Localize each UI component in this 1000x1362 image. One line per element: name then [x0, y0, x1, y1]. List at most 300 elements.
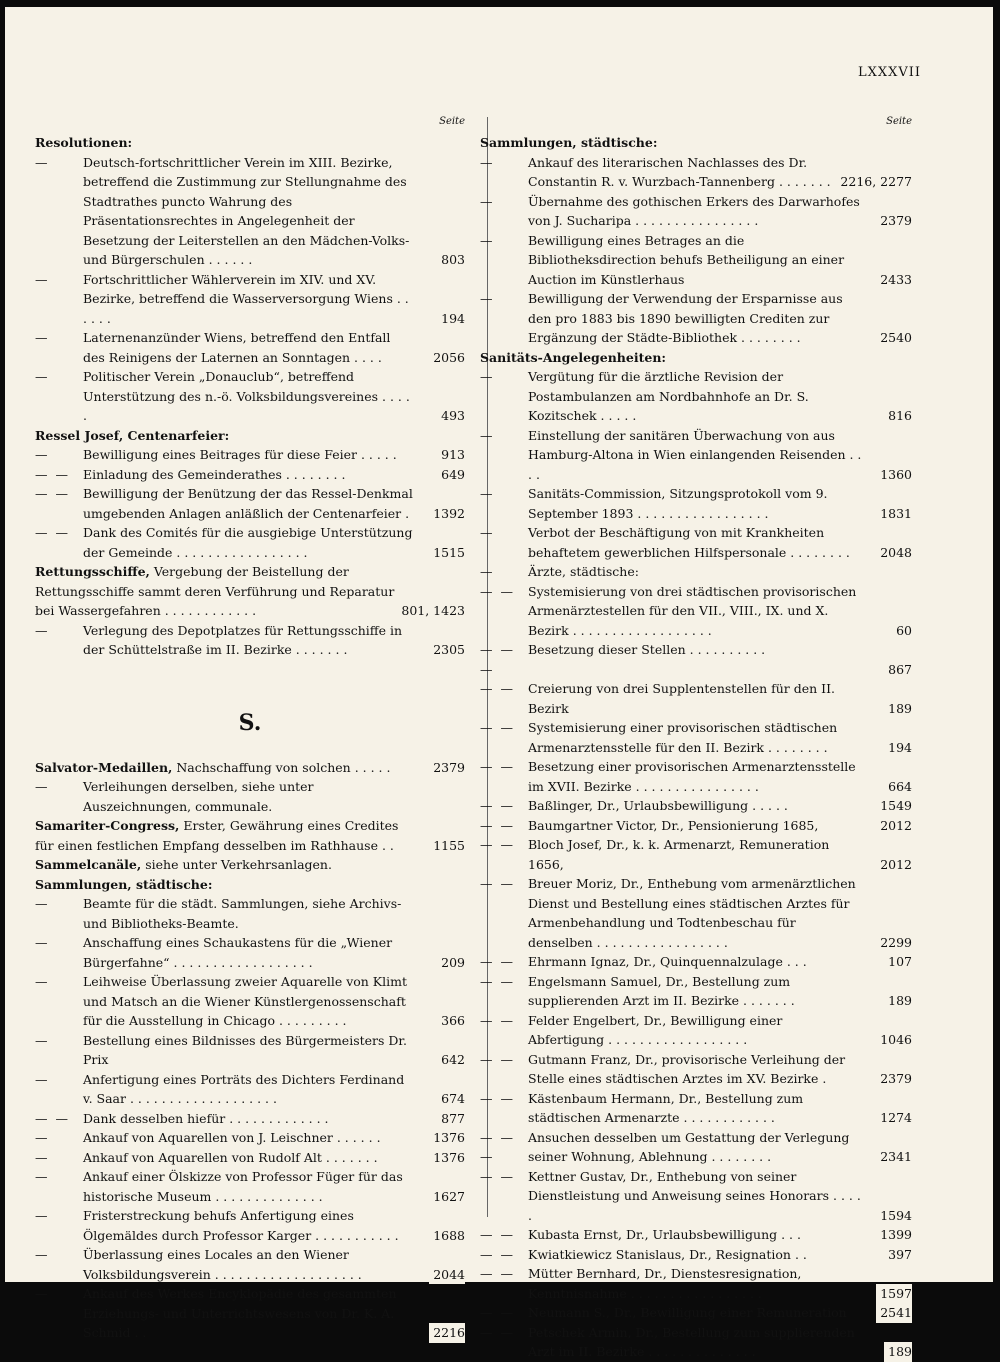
entry-text: Bloch Josef, Dr., k. k. Armenarzt, Remuneration 1656, — [528, 837, 830, 872]
entry-page: 1594 — [876, 1206, 912, 1226]
entry-dash: — — [35, 1208, 50, 1223]
entry-page: 2216 — [429, 1323, 465, 1343]
entry-body — [528, 1303, 912, 1323]
index-entry — [480, 1167, 912, 1226]
entry-row — [35, 1109, 465, 1129]
index-entry — [480, 289, 912, 348]
entry-row — [35, 1031, 465, 1070]
entry-page: 493 — [437, 406, 465, 426]
entry-body — [528, 484, 912, 523]
entry-body — [35, 855, 465, 875]
entry-body — [528, 1050, 912, 1089]
entry-body — [83, 894, 465, 933]
entry-text: Gutmann Franz, Dr., provisorische Verleihung der Stelle eines städtischen Arztes im XV. Bezirke . — [528, 1051, 846, 1086]
section-letter: S. — [238, 709, 262, 736]
index-entry — [35, 777, 465, 816]
entry-dash: — — [35, 154, 50, 170]
entry-body — [528, 816, 912, 836]
entry-page: 1831 — [876, 504, 912, 524]
entry-text: Dank des Comités für die ausgiebige Unterstützung der Gemeinde . . . . . . . . . . . . . . . . . — [83, 525, 413, 560]
seite-label-left: Seite — [439, 116, 465, 127]
entry-row — [480, 289, 912, 348]
entry-dash: — — — [480, 759, 515, 774]
entry-page: 2012 — [876, 816, 912, 836]
index-entry — [35, 562, 465, 621]
entry-dash: — — [480, 193, 495, 209]
entry-text: Bewilligung eines Beitrages für diese Feier . . . . . — [83, 447, 397, 462]
right-column — [480, 115, 912, 1362]
index-entry — [35, 816, 465, 855]
entry-text: Vergebung der Beistellung der Rettungsschiffe sammt deren Verführung und Reparatur bei Wassergefahren . . . . . . . . . . . . — [35, 564, 395, 618]
entry-page: 2012 — [876, 855, 912, 875]
entry-row — [35, 1284, 465, 1343]
entry-text: Ankauf einer Ölskizze von Professor Füger für das historische Museum . . . . . . . . . . . . . . — [83, 1169, 403, 1204]
entry-dash: — — [35, 1247, 50, 1262]
entry-body — [528, 1245, 912, 1265]
entry-dash: — — [35, 1149, 50, 1165]
index-entry — [480, 153, 912, 192]
entry-dash: — — [35, 1130, 50, 1145]
entry-body — [528, 289, 912, 348]
entry-dash: — — [35, 271, 50, 287]
index-entry — [35, 855, 465, 875]
entry-body — [83, 1070, 465, 1109]
entry-text: Fristerstreckung behufs Anfertigung eines Ölgemäldes durch Professor Karger . . . . . . . . . . . — [83, 1208, 399, 1243]
entry-dash: — — [35, 1032, 50, 1048]
entry-text: Mütter Bernhard, Dr., Dienstesresignation, Kenntnisnahme . . . . . . . . . . . . . . . . . — [528, 1266, 802, 1301]
entry-dash: — — [35, 369, 50, 384]
entry-body — [35, 816, 465, 855]
entry-page: 1274 — [876, 1108, 912, 1128]
entry-dash: — — — — [480, 1129, 515, 1164]
entry-text: Anschaffung eines Schaukastens für die „Wiener Bürgerfahne“ . . . . . . . . . . . . . . . . . . — [83, 935, 393, 970]
entry-row — [35, 855, 465, 875]
entry-text: Dank desselben hiefür . . . . . . . . . . . . . — [83, 1110, 329, 1126]
entry-dash: — — [35, 1071, 50, 1087]
entry-text: Bewilligung der Verwendung der Ersparnisse aus den pro 1883 bis 1890 bewilligten Crediten zur Ergänzung der Städte-Bibliothek . . . . . . . . — [528, 291, 843, 345]
entry-page: 2044 — [429, 1265, 465, 1285]
entry-dash: — — — [480, 1168, 515, 1184]
index-entry — [35, 1284, 465, 1343]
entry-text: Einladung des Gemeinderathes . . . . . . . . — [83, 466, 346, 482]
index-entry — [480, 679, 912, 718]
entry-body — [528, 1128, 912, 1167]
entry-body — [83, 445, 465, 465]
entry-row — [35, 523, 465, 562]
entry-text: Verbot der Beschäftigung von mit Krankheiten behaftetem gewerblichen Hilfspersonale . . . . . . . . — [528, 525, 850, 560]
entry-body — [528, 640, 912, 679]
entry-dash: — — [35, 935, 50, 950]
entry-text: Bewilligung der Benützung der das Ressel-Denkmal umgebenden Anlagen anläßlich der Centenarfeier . — [83, 486, 413, 521]
index-page — [5, 7, 993, 1359]
entry-row — [35, 894, 465, 933]
index-entry — [480, 816, 912, 836]
entry-dash: — — [35, 1286, 50, 1301]
entry-body — [83, 777, 465, 816]
entry-text: Überlassung eines Locales an den Wiener Volksbildungsverein . . . . . . . . . . . . . . . . . . . — [83, 1247, 362, 1282]
index-entry — [35, 1167, 465, 1206]
entry-text: Bewilligung eines Betrages an die Bibliotheksdirection behufs Betheiligung an einer Auction im Künstlerhaus — [528, 232, 845, 287]
entry-page: 816 — [884, 406, 912, 426]
entry-text: Engelsmann Samuel, Dr., Bestellung zum supplierenden Arzt im II. Bezirke . . . . . . . — [528, 973, 795, 1008]
entry-row — [480, 874, 912, 952]
entry-dash: — — — [35, 1110, 70, 1126]
index-entry — [480, 133, 912, 153]
entry-page: 867 — [884, 660, 912, 680]
entry-dash: — — — [480, 583, 515, 599]
entry-heading: Sammlungen, städtische: — [480, 135, 658, 150]
index-entry — [35, 1031, 465, 1070]
entry-text: Einstellung der sanitären Überwachung von aus Hamburg-Altona in Wien einlangenden Reisenden . . . . — [528, 427, 862, 482]
index-entry — [35, 894, 465, 933]
entry-dash: — — [480, 291, 495, 306]
entry-body — [83, 523, 465, 562]
index-entry — [480, 426, 912, 485]
entry-text: Baßlinger, Dr., Urlaubsbewilligung . . . . . — [528, 798, 788, 813]
entry-body — [528, 952, 912, 972]
entry-body — [83, 1128, 465, 1148]
entry-page: 1549 — [876, 796, 912, 816]
entry-row — [480, 426, 912, 485]
entry-row — [35, 445, 465, 465]
entry-row — [480, 1225, 912, 1245]
entry-text: Übernahme des gothischen Erkers des Darwarhofes von J. Sucharipa . . . . . . . . . . . . . . . . — [528, 193, 860, 228]
left-column — [35, 115, 465, 1343]
entry-text: Neumann S., Dr., Bewilligung einer Remuneration — [528, 1305, 847, 1320]
entry-body — [528, 972, 912, 1011]
entry-dash: — — — [480, 817, 515, 833]
entry-heading: Resolutionen: — [35, 135, 133, 150]
entry-row — [480, 367, 912, 426]
entry-page: 649 — [437, 465, 465, 485]
entry-body — [528, 796, 912, 816]
entry-page: 642 — [437, 1050, 465, 1070]
entry-page: 189 — [884, 1342, 912, 1362]
entry-row — [480, 153, 912, 192]
entry-dash: — — — [480, 1012, 515, 1028]
entry-page: 674 — [437, 1089, 465, 1109]
entry-row — [480, 1323, 912, 1362]
index-entry — [35, 465, 465, 485]
entry-text: Kubasta Ernst, Dr., Urlaubsbewilligung . . . — [528, 1227, 801, 1242]
index-entry — [35, 426, 465, 446]
entry-row — [35, 1167, 465, 1206]
entry-page: 1360 — [876, 465, 912, 485]
entry-row — [480, 757, 912, 796]
index-entry — [480, 640, 912, 679]
entry-body — [528, 1323, 912, 1362]
entry-dash: — — [35, 974, 50, 989]
entry-row — [35, 1148, 465, 1168]
entry-body — [528, 874, 912, 952]
entry-page: 1399 — [876, 1225, 912, 1245]
index-entry — [35, 523, 465, 562]
entry-body — [528, 1225, 912, 1245]
index-entry — [35, 328, 465, 367]
entry-body — [528, 835, 912, 874]
entry-page: 189 — [884, 699, 912, 719]
entry-dash: — — [35, 1169, 50, 1184]
entry-dash: — — — [35, 525, 70, 540]
entry-text: Vergütung für die ärztliche Revision der Postambulanzen am Nordbahnhofe an Dr. S. Kozitschek . . . . . — [528, 369, 809, 423]
entry-page: 2540 — [876, 328, 912, 348]
entry-row — [480, 562, 912, 582]
entry-row — [480, 582, 912, 641]
entry-page: 2379 — [876, 211, 912, 231]
entry-page: 803 — [437, 250, 465, 270]
entry-row — [480, 972, 912, 1011]
entry-heading: Ressel Josef, Centenarfeier: — [35, 427, 230, 443]
index-entry — [480, 523, 912, 562]
entry-row — [35, 621, 465, 660]
entry-body — [528, 1089, 912, 1128]
entry-text: Kästenbaum Hermann, Dr., Bestellung zum städtischen Armenarzte . . . . . . . . . . . . — [528, 1090, 804, 1125]
entry-dash: — — [480, 427, 495, 443]
entry-row — [35, 816, 465, 855]
entry-body — [528, 679, 912, 718]
index-entry — [480, 1128, 912, 1167]
entry-body — [528, 562, 912, 582]
entry-row — [480, 523, 912, 562]
entry-body — [528, 426, 912, 485]
entry-row — [480, 952, 912, 972]
entry-row — [480, 1128, 912, 1167]
entry-body — [83, 621, 465, 660]
entry-page: 2056 — [429, 348, 465, 368]
index-entry — [480, 484, 912, 523]
entry-page: 877 — [437, 1109, 465, 1129]
entry-text: Verlegung des Depotplatzes für Rettungsschiffe in der Schüttelstraße im II. Bezirke . . . . . . . — [83, 622, 403, 657]
entry-page: 2048 — [876, 543, 912, 563]
entry-body — [83, 367, 465, 426]
index-entry — [480, 796, 912, 816]
entry-row — [480, 679, 912, 718]
entry-page: 60 — [892, 621, 912, 641]
page-number: LXXXVII — [857, 65, 921, 80]
index-entry — [480, 1303, 912, 1323]
entry-dash: — — [35, 779, 50, 794]
entry-body — [83, 1284, 465, 1343]
entry-body — [83, 933, 465, 972]
index-entry — [480, 952, 912, 972]
entry-row — [480, 1050, 912, 1089]
index-entry — [35, 933, 465, 972]
index-entry — [35, 1128, 465, 1148]
entry-body — [83, 328, 465, 367]
entry-page: 1046 — [876, 1030, 912, 1050]
entry-body — [83, 1167, 465, 1206]
entry-text: Laternenanzünder Wiens, betreffend den Entfall des Reinigens der Laternen an Sonntagen . . . . — [83, 330, 391, 365]
index-entry — [480, 757, 912, 796]
entry-body — [83, 1148, 465, 1168]
entry-body — [528, 231, 912, 290]
entry-dash: — — — [480, 876, 515, 891]
entry-page: 2216, 2277 — [836, 172, 912, 192]
index-entry — [480, 348, 912, 368]
index-entry — [480, 231, 912, 290]
entry-body — [35, 562, 465, 621]
entry-row — [35, 484, 465, 523]
entry-text: Verleihungen derselben, siehe unter Auszeichnungen, communale. — [83, 779, 314, 814]
entry-text: Besetzung dieser Stellen . . . . . . . . . . — [528, 642, 766, 657]
entry-dash: — — — [35, 466, 70, 482]
entry-dash: — — — [480, 837, 515, 852]
entry-page: 194 — [884, 738, 912, 758]
entry-dash: — — [35, 896, 50, 911]
index-entry — [35, 445, 465, 465]
entry-text: Baumgartner Victor, Dr., Pensionierung 1685, — [528, 817, 819, 833]
entry-dash: — — — [480, 973, 515, 989]
entry-dash: — — — [480, 1090, 515, 1106]
entry-text: Anfertigung eines Porträts des Dichters Ferdinand v. Saar . . . . . . . . . . . . . . . . . . . — [83, 1071, 405, 1106]
entry-row — [35, 367, 465, 426]
entry-body — [83, 1031, 465, 1070]
entry-row — [480, 1167, 912, 1226]
entry-dash: — — — [480, 1051, 515, 1067]
entry-row — [480, 835, 912, 874]
entry-heading: Sammlungen, städtische: — [35, 876, 213, 892]
entry-text: Ankauf von Aquarellen von J. Leischner . . . . . . — [83, 1130, 381, 1145]
entry-dash: — — — [480, 1246, 515, 1262]
index-entry — [35, 1070, 465, 1109]
entry-page: 2305 — [429, 640, 465, 660]
entry-dash: — — — — [480, 642, 515, 677]
entry-text: Breuer Moriz, Dr., Enthebung vom armenärztlichen Dienst und Bestellung eines städtischen Arztes für Armenbehandlung und Todtenbeschau für denselben . . . . . . . . . . . . . . . . . — [528, 876, 856, 950]
entry-page: 209 — [437, 953, 465, 973]
entry-body — [83, 1245, 465, 1284]
entry-body — [83, 465, 465, 485]
entry-heading: Sammelcanäle, — [35, 857, 142, 872]
entry-text: Besetzung einer provisorischen Armenarztensstelle im XVII. Bezirke . . . . . . . . . . . . . . . . — [528, 759, 856, 794]
index-entry — [480, 718, 912, 757]
index-entry — [480, 1050, 912, 1089]
entry-row — [480, 231, 912, 290]
entry-text: Ärzte, städtische: — [528, 564, 639, 579]
entry-row — [35, 1245, 465, 1284]
entry-body — [528, 718, 912, 757]
entry-text: Bestellung eines Bildnisses des Bürgermeisters Dr. Prix — [83, 1032, 407, 1067]
entry-dash: — — [35, 622, 50, 638]
entry-body — [528, 582, 912, 641]
entry-page: 913 — [437, 445, 465, 465]
entry-text: Kettner Gustav, Dr., Enthebung von seiner Dienstleistung und Anweisung seines Honorars . . . . . — [528, 1168, 861, 1223]
entry-body — [528, 523, 912, 562]
entry-row — [480, 192, 912, 231]
entry-dash: — — — [480, 954, 515, 969]
entry-row — [480, 640, 912, 679]
entry-row — [35, 758, 465, 778]
entry-row — [480, 484, 912, 523]
entry-page: 2299 — [876, 933, 912, 953]
index-entry — [480, 1245, 912, 1265]
entry-page: 1155 — [429, 836, 465, 856]
entry-text: Sanitäts-Commission, Sitzungsprotokoll vom 9. September 1893 . . . . . . . . . . . . . . . . . — [528, 486, 828, 521]
index-entry — [35, 1245, 465, 1284]
entry-row — [480, 1264, 912, 1303]
entry-dash: — — [480, 525, 495, 540]
index-entry — [35, 1148, 465, 1168]
entry-dash: — — — [480, 798, 515, 813]
entry-page: 1376 — [429, 1128, 465, 1148]
entry-dash: — — — [480, 1227, 515, 1242]
entry-text: Leihweise Überlassung zweier Aquarelle von Klimt und Matsch an die Wiener Künstlergenossenschaft für die Ausstellung in Chicago . . . . . . . . . — [83, 974, 408, 1028]
entry-heading: Samariter-Congress, — [35, 818, 180, 833]
entry-row — [480, 1245, 912, 1265]
index-entry — [480, 562, 912, 582]
entry-row — [35, 270, 465, 329]
entry-body — [35, 758, 465, 778]
entry-text: Politischer Verein „Donauclub“, betreffend Unterstützung des n.-ö. Volksbildungsvereines . . . . . — [83, 369, 410, 423]
entry-row — [35, 465, 465, 485]
entry-body — [83, 1206, 465, 1245]
entry-page: 1515 — [429, 543, 465, 563]
entry-heading: Sanitäts-Angelegenheiten: — [480, 349, 667, 365]
index-entry — [35, 270, 465, 329]
index-entry — [35, 367, 465, 426]
entry-page: 366 — [437, 1011, 465, 1031]
entry-dash: — — [480, 564, 495, 579]
entry-text: Deutsch-fortschrittlicher Verein im XIII. Bezirke, betreffend die Zustimmung zur Stellungnahme des Stadtrathes puncto Wahrung des Präsentationsrechtes in Angelegenheit der Besetzung der Leiterstellen an den Mädchen-Volks- und Bürgerschulen . . . . . . — [83, 154, 410, 267]
index-entry — [35, 484, 465, 523]
entry-row — [35, 1070, 465, 1109]
entry-dash: — — [480, 486, 495, 501]
entry-text: siehe unter Verkehrsanlagen. — [141, 857, 332, 872]
entry-row — [35, 153, 465, 270]
entry-text: Fortschrittlicher Wählerverein im XIV. und XV. Bezirke, betreffend die Wasserversorgung Wiens . . . . . . — [83, 271, 409, 326]
entry-row — [480, 1303, 912, 1323]
entry-page: 1597 — [876, 1284, 912, 1304]
entry-body — [83, 270, 465, 329]
seite-label-right: Seite — [886, 116, 912, 127]
index-entry — [35, 875, 465, 895]
entry-text: Systemisierung von drei städtischen provisorischen Armenärztestellen für den VII., VIII., IX. und X. Bezirk . . . . . . . . . . . . . . . . . . — [528, 583, 857, 638]
entry-dash: — — — [480, 1305, 515, 1320]
entry-row — [480, 1089, 912, 1128]
index-entry — [35, 972, 465, 1031]
entry-page: 2379 — [429, 758, 465, 778]
entry-row — [480, 816, 912, 836]
entry-body — [83, 1109, 465, 1129]
entry-text: Ehrmann Ignaz, Dr., Quinquennalzulage . . . — [528, 954, 807, 969]
index-entry — [480, 1264, 912, 1303]
entry-body — [528, 757, 912, 796]
entry-page: 397 — [884, 1245, 912, 1265]
index-entry — [480, 1011, 912, 1050]
entry-body — [83, 972, 465, 1031]
entry-body — [83, 153, 465, 270]
entry-text: Petschek Armin, Dr., Bestellung zum supplierenden Arzt im II. Bezirke . . . . . . . . . . . . . . — [528, 1324, 855, 1359]
entry-page: 107 — [884, 952, 912, 972]
entry-page: 664 — [884, 777, 912, 797]
entry-text: Creierung von drei Supplentenstellen für den II. Bezirk — [528, 681, 836, 716]
entry-page: 1688 — [429, 1226, 465, 1246]
entry-row — [35, 972, 465, 1031]
index-entry — [35, 758, 465, 778]
entry-row — [480, 1011, 912, 1050]
index-entry — [480, 192, 912, 231]
entry-body — [528, 1011, 912, 1050]
entry-page: 194 — [437, 309, 465, 329]
index-entry — [480, 1089, 912, 1128]
index-entry — [35, 621, 465, 660]
entry-page: 2379 — [876, 1069, 912, 1089]
entry-dash: — — [35, 447, 50, 462]
entry-text: Systemisierung einer provisorischen städtischen Armenarztensstelle für den II. Bezirk . . . . . . . . — [528, 720, 838, 755]
entry-row — [35, 562, 465, 621]
entry-row — [480, 718, 912, 757]
entry-text: Ankauf des literarischen Nachlasses des Dr. Constantin R. v. Wurzbach-Tannenberg . . . . . . . — [528, 154, 831, 189]
entry-heading: Salvator-Medaillen, — [35, 759, 173, 775]
